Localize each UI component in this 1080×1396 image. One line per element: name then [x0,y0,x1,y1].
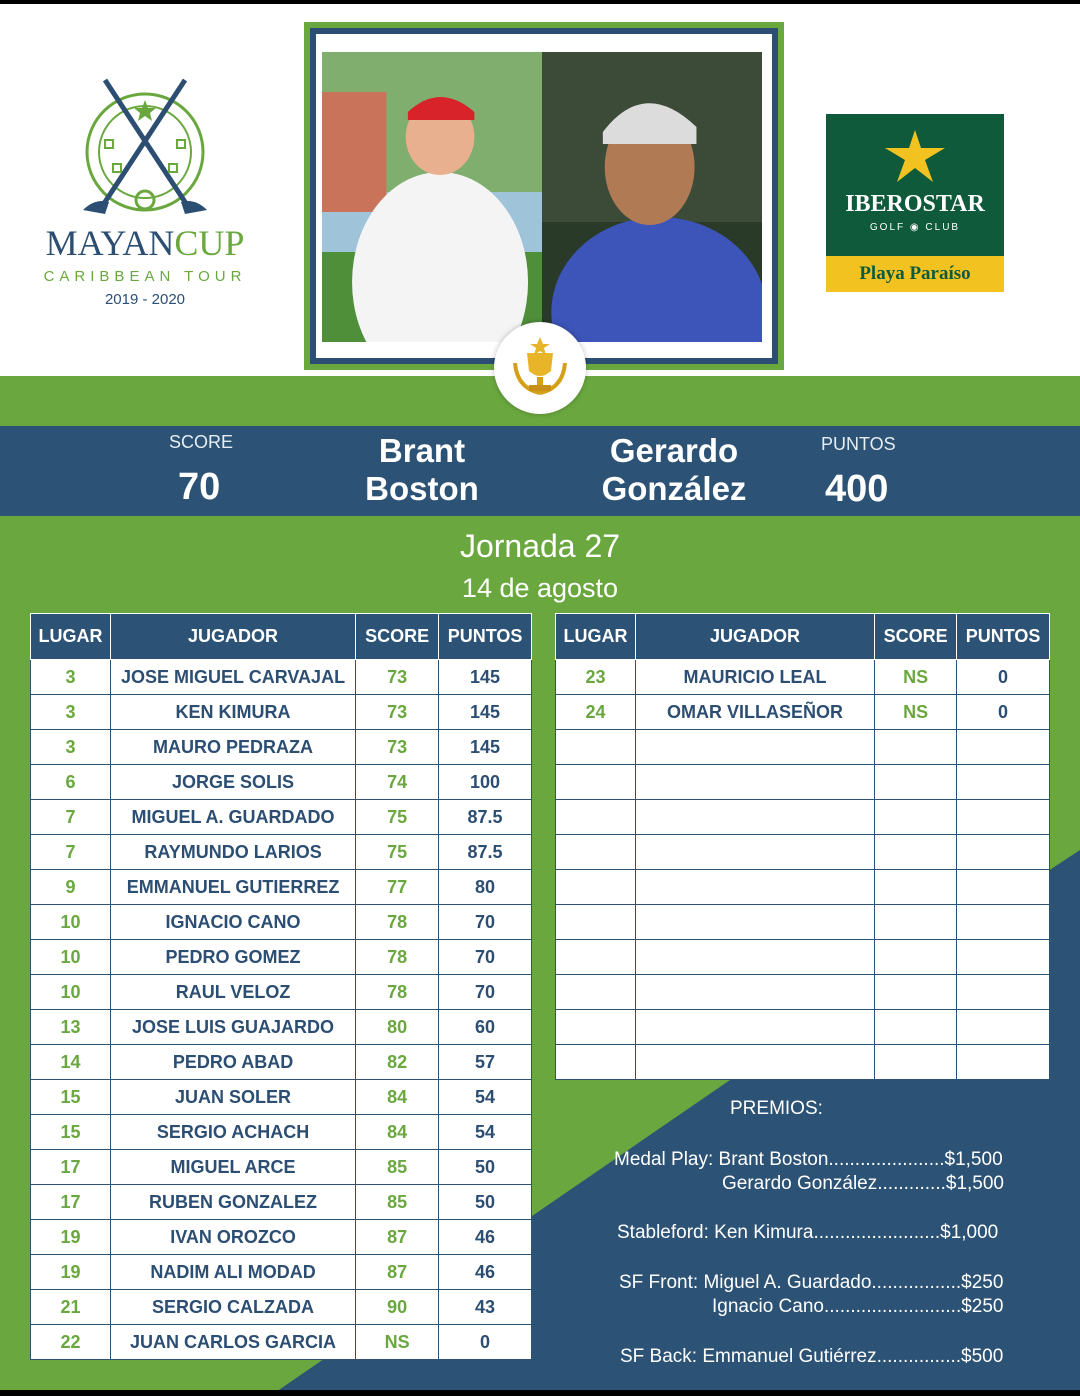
cell-lugar [556,940,636,975]
cell-puntos: 54 [439,1080,532,1115]
header-puntos: PUNTOS [957,614,1050,660]
cell-puntos: 87.5 [439,800,532,835]
cell-lugar [556,975,636,1010]
table-row [31,730,532,765]
cell-lugar [556,905,636,940]
cell-puntos [957,905,1050,940]
winners-photo-frame [304,22,784,370]
table-row [31,1080,532,1115]
table-row [31,1255,532,1290]
header-score: SCORE [356,614,439,660]
cell-puntos: 145 [439,730,532,765]
cell-puntos: 0 [957,660,1050,695]
crossed-golf-clubs-icon [75,70,215,220]
prize-line: Stableford: Ken Kimura........................$1,000 [617,1222,999,1243]
cell-puntos: 70 [439,940,532,975]
cell-lugar: 22 [31,1325,111,1360]
trophy-icon [505,333,575,403]
header-lugar: LUGAR [31,614,111,660]
prize-line: Gerardo González.............$1,500 [722,1173,1004,1194]
cell-puntos: 54 [439,1115,532,1150]
cell-puntos [957,835,1050,870]
cell-puntos: 145 [439,660,532,695]
cell-lugar: 7 [31,835,111,870]
table-row [556,1010,1050,1045]
cell-jugador [635,1010,874,1045]
cell-score: 73 [356,660,439,695]
cell-lugar: 19 [31,1255,111,1290]
table-row [31,1220,532,1255]
cell-lugar: 3 [31,730,111,765]
table-row [31,1010,532,1045]
table-row [556,1045,1050,1080]
header-jugador: JUGADOR [635,614,874,660]
cell-jugador [635,975,874,1010]
cell-lugar [556,835,636,870]
cell-jugador: JOSE MIGUEL CARVAJAL [110,660,355,695]
table-row [556,835,1050,870]
winner-photo-left [322,52,542,342]
cell-puntos [957,800,1050,835]
winner-name-2: Gerardo González [601,432,747,507]
cell-jugador: PEDRO ABAD [110,1045,355,1080]
cell-jugador [635,765,874,800]
table-row [31,765,532,800]
cell-puntos: 0 [439,1325,532,1360]
bottom-edge [0,1390,1080,1396]
cell-score [875,730,957,765]
cell-jugador: RAUL VELOZ [110,975,355,1010]
mayan-cup-logo [30,70,260,320]
winner-banner [0,426,1080,516]
cell-score: 84 [356,1115,439,1150]
cell-score: 75 [356,835,439,870]
cell-jugador [635,940,874,975]
event-title: Jornada 27 [459,528,621,564]
table-row [556,870,1050,905]
table-row [31,835,532,870]
cell-jugador: SERGIO ACHACH [110,1115,355,1150]
cell-jugador: NADIM ALI MODAD [110,1255,355,1290]
cell-jugador: KEN KIMURA [110,695,355,730]
header-puntos: PUNTOS [439,614,532,660]
cell-puntos: 100 [439,765,532,800]
cell-lugar: 15 [31,1115,111,1150]
cell-puntos: 46 [439,1255,532,1290]
cell-jugador [635,800,874,835]
cell-puntos: 57 [439,1045,532,1080]
cell-puntos [957,940,1050,975]
header-lugar: LUGAR [556,614,636,660]
score-value: 70 [178,466,221,508]
cell-score [875,765,957,800]
standings-table-right [555,613,1050,1080]
cell-lugar: 19 [31,1220,111,1255]
table-row [31,1045,532,1080]
cell-score [875,835,957,870]
cell-jugador [635,835,874,870]
winner-name-1: Brant Boston [365,432,479,507]
cell-lugar: 6 [31,765,111,800]
cell-score: 78 [356,940,439,975]
cell-score [875,1010,957,1045]
prize-line: Medal Play: Brant Boston......................$1,500 [614,1149,1003,1170]
cell-jugador: JORGE SOLIS [110,765,355,800]
cell-lugar: 17 [31,1185,111,1220]
cell-jugador [635,1045,874,1080]
cell-puntos [957,1010,1050,1045]
cell-lugar [556,1010,636,1045]
cell-lugar: 15 [31,1080,111,1115]
logo-years: 2019 - 2020 [104,291,186,308]
table-row [31,1115,532,1150]
top-edge [0,0,1080,4]
table-row [556,695,1050,730]
cell-score [875,940,957,975]
cell-lugar [556,765,636,800]
table-row [31,695,532,730]
cell-score: NS [875,660,957,695]
cell-lugar: 7 [31,800,111,835]
cell-lugar: 10 [31,975,111,1010]
cell-score: NS [356,1325,439,1360]
table-row [31,905,532,940]
header-jugador: JUGADOR [110,614,355,660]
cell-puntos: 80 [439,870,532,905]
cell-score: 80 [356,1010,439,1045]
cell-jugador: JUAN SOLER [110,1080,355,1115]
cell-score: 74 [356,765,439,800]
table-row [31,975,532,1010]
cell-jugador: RAYMUNDO LARIOS [110,835,355,870]
cell-puntos: 145 [439,695,532,730]
cell-lugar: 10 [31,905,111,940]
cell-lugar: 23 [556,660,636,695]
cell-jugador: PEDRO GOMEZ [110,940,355,975]
cell-lugar: 24 [556,695,636,730]
cell-puntos [957,975,1050,1010]
cell-score: 78 [356,975,439,1010]
cell-lugar: 17 [31,1150,111,1185]
cell-lugar: 14 [31,1045,111,1080]
cell-score: 87 [356,1220,439,1255]
cell-jugador: RUBEN GONZALEZ [110,1185,355,1220]
table-row [556,730,1050,765]
cell-puntos: 0 [957,695,1050,730]
cell-jugador: JOSE LUIS GUAJARDO [110,1010,355,1045]
table-row [556,905,1050,940]
table-row [556,660,1050,695]
cell-jugador [635,730,874,765]
cell-puntos: 50 [439,1185,532,1220]
cell-jugador: MAURO PEDRAZA [110,730,355,765]
cell-jugador: EMMANUEL GUTIERREZ [110,870,355,905]
cell-lugar [556,1045,636,1080]
winner-photo-right [542,52,762,342]
prize-line: Ignacio Cano..........................$250 [712,1296,1004,1317]
star-icon [883,128,947,184]
cell-puntos: 43 [439,1290,532,1325]
cell-jugador: MIGUEL A. GUARDADO [110,800,355,835]
table-row [31,870,532,905]
cell-lugar: 21 [31,1290,111,1325]
event-date: 14 de agosto [461,573,619,603]
cell-puntos: 70 [439,905,532,940]
cell-jugador: OMAR VILLASEÑOR [635,695,874,730]
cell-jugador: MAURICIO LEAL [635,660,874,695]
prizes-title: PREMIOS: [730,1098,823,1119]
cell-jugador: MIGUEL ARCE [110,1150,355,1185]
cell-puntos: 46 [439,1220,532,1255]
cell-puntos: 60 [439,1010,532,1045]
table-row [556,800,1050,835]
cell-lugar: 10 [31,940,111,975]
cell-score: 90 [356,1290,439,1325]
cell-score: 73 [356,730,439,765]
cell-score: 73 [356,695,439,730]
cell-score [875,800,957,835]
cell-jugador [635,870,874,905]
prize-line: SF Back: Emmanuel Gutiérrez................$500 [620,1346,1004,1367]
header-score: SCORE [875,614,957,660]
cell-score: NS [875,695,957,730]
table-row [556,765,1050,800]
cell-score [875,975,957,1010]
iberostar-logo [826,114,1004,292]
cell-lugar [556,730,636,765]
prize-line: SF Front: Miguel A. Guardado.................$250 [619,1272,1004,1293]
sponsor-name: IBEROSTAR [845,191,985,217]
cell-score: 75 [356,800,439,835]
table-row [31,940,532,975]
table-row [31,1150,532,1185]
cell-score [875,870,957,905]
cell-score: 85 [356,1150,439,1185]
cell-puntos: 50 [439,1150,532,1185]
cell-puntos [957,730,1050,765]
trophy-badge [494,322,586,414]
cell-lugar: 9 [31,870,111,905]
table-row [31,1290,532,1325]
cell-jugador: IVAN OROZCO [110,1220,355,1255]
cell-puntos [957,870,1050,905]
cell-jugador: IGNACIO CANO [110,905,355,940]
cell-score: 85 [356,1185,439,1220]
sponsor-club: GOLF ◉ CLUB [869,222,961,233]
standings-table-left [30,613,532,1360]
cell-score: 82 [356,1045,439,1080]
table-row [31,800,532,835]
cell-lugar: 3 [31,695,111,730]
cell-lugar [556,800,636,835]
cell-score: 84 [356,1080,439,1115]
cell-lugar [556,870,636,905]
cell-score [875,1045,957,1080]
points-value: 400 [825,468,889,510]
logo-subtitle: CARIBBEAN TOUR [43,268,247,285]
points-label: PUNTOS [821,434,896,454]
cell-puntos: 70 [439,975,532,1010]
table-row [31,1325,532,1360]
cell-jugador: JUAN CARLOS GARCIA [110,1325,355,1360]
cell-lugar: 3 [31,660,111,695]
cell-score: 87 [356,1255,439,1290]
table-row [556,940,1050,975]
cell-puntos [957,1045,1050,1080]
cell-jugador [635,905,874,940]
cell-score: 77 [356,870,439,905]
cell-jugador: SERGIO CALZADA [110,1290,355,1325]
cell-lugar: 13 [31,1010,111,1045]
score-label: SCORE [169,432,234,452]
sponsor-place: Playa Paraíso [826,256,1004,292]
cell-score: 78 [356,905,439,940]
cell-puntos [957,765,1050,800]
cell-puntos: 87.5 [439,835,532,870]
cell-score [875,905,957,940]
table-row [31,1185,532,1220]
logo-title: MAYANCUP [45,223,245,263]
table-row [556,975,1050,1010]
table-row [31,660,532,695]
